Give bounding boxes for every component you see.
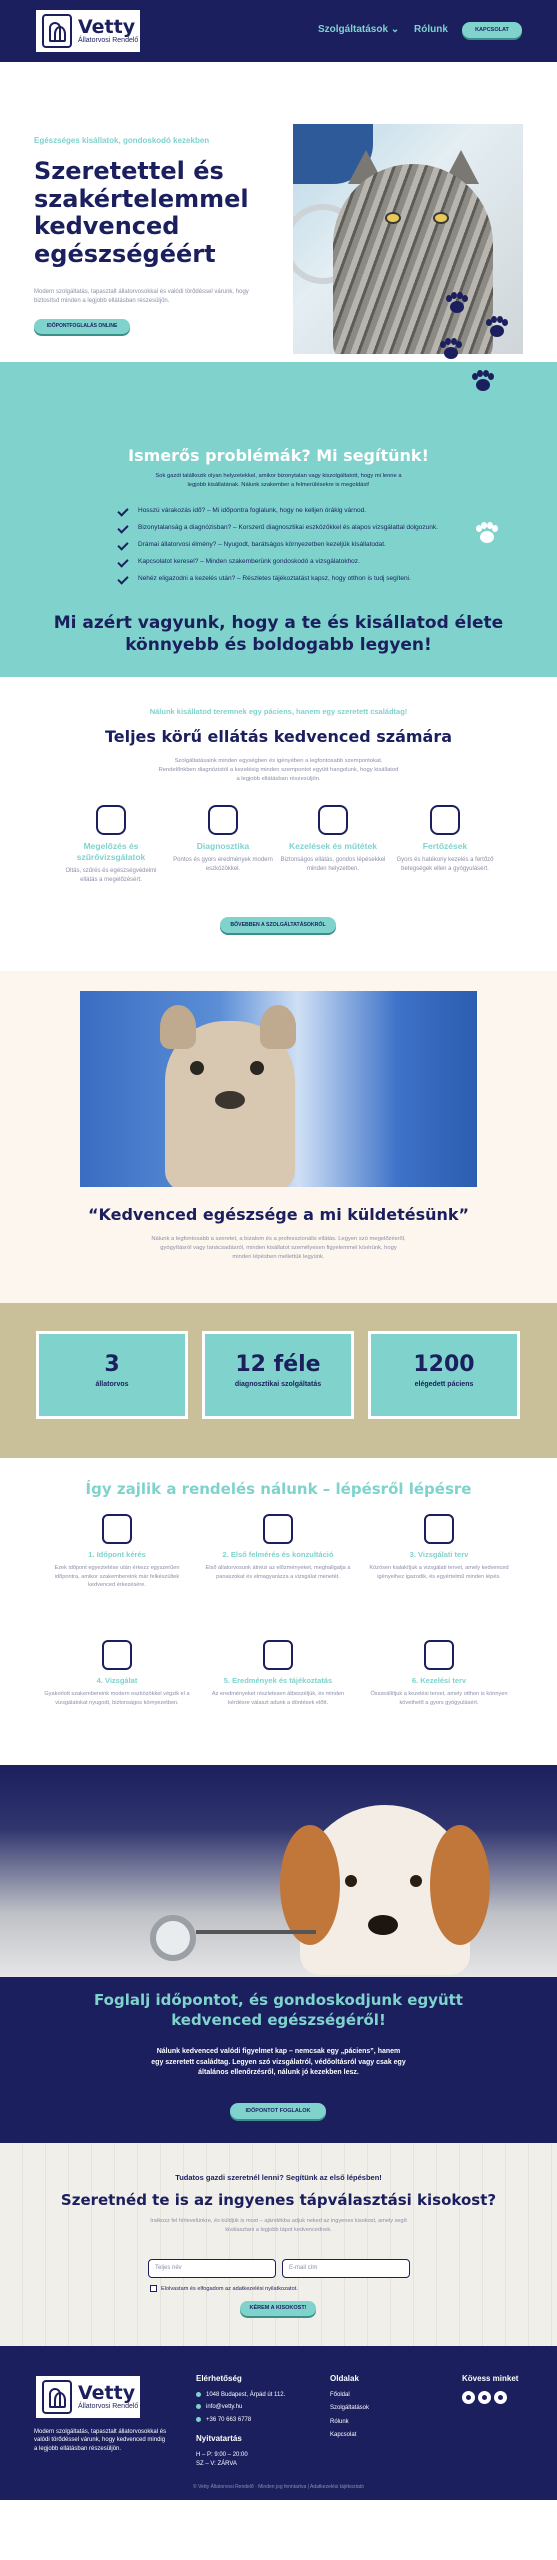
footer-about: Modern szolgáltatás, tapasztalt állatorvosokkal és valódi törődéssel várunk, hogy kedvenced mindig a legjobb ellátásban részesüljön. — [34, 2429, 167, 2452]
footer-contact — [196, 2374, 306, 2468]
site-footer — [0, 2346, 557, 2500]
name-input[interactable]: Teljes név — [148, 2259, 276, 2278]
vet-icon — [263, 1640, 293, 1670]
bulldog-image — [80, 991, 477, 1187]
cta-subtitle: Nálunk kedvenced valódi figyelmet kap – nemcsak egy „páciens”, hanem egy szeretett családtag. Legyen szó vizsgálatról, védőoltásról vagy csak egy általános ellenőrzésről, nálunk jó kezekben lesz. — [151, 2048, 406, 2076]
mission-text: Nálunk a legfontosabb a szeretet, a bizalom és a professzionális ellátás. Legyen szó megelőzésről, gyógyításról vagy tanácsadásról, minden kisállatot személyesen figyelemmel kísérünk, hogy minden lépésben mellettük legyünk. — [151, 1236, 406, 1260]
check-icon — [117, 540, 128, 551]
step-1 — [42, 1514, 192, 1590]
paw-icon — [476, 522, 498, 544]
problems-intro: Sok gazdi találkozik olyan helyzetekkel, amikor bizonytalan vagy kiszolgáltatott, hogy mi lenne a legjobb kisállatának. Nálunk szakember a felmerülésekre is megoldást! — [155, 473, 402, 488]
subscribe-button[interactable]: KÉREM A KISOKOST! — [240, 2301, 316, 2316]
paw-icon — [486, 316, 508, 338]
stat-label: elégedett páciens — [414, 1381, 474, 1388]
services-more-button[interactable]: BŐVEBBEN A SZOLGÁLTATÁSOKRÓL — [220, 917, 336, 933]
step-5 — [203, 1640, 353, 1707]
stat-number: 12 féle — [235, 1352, 321, 1377]
nav-services-label: Szolgáltatások — [318, 24, 389, 35]
footer-phone[interactable]: +36 70 663 6778 — [196, 2416, 306, 2424]
footer-social — [462, 2374, 518, 2409]
logo-subtitle: Állatorvosi Rendelő — [78, 37, 139, 44]
booking-button[interactable]: IDŐPONTFOGLALÁS ONLINE — [34, 319, 130, 334]
hero-section — [0, 62, 557, 362]
mission-section — [0, 971, 557, 1303]
services-eyebrow: Nálunk kisállatod teremnek egy páciens, hanem egy szeretett családtag! — [149, 707, 408, 716]
footer-pages — [330, 2374, 369, 2440]
steps-title: Így zajlik a rendelés nálunk – lépésről lépésre — [85, 1480, 472, 1498]
logo[interactable] — [34, 8, 142, 54]
step-desc: Ezek időpont egyeztetése után érkezz egyszerűen időpontra, amikor szakembereink már felkészültek kedvenced érkezésére. — [54, 1565, 180, 1589]
check-icon — [117, 505, 128, 516]
news-eyebrow: Tudatos gazdi szeretnél lenni? Segítünk az első lépésben! — [175, 2173, 382, 2182]
services-intro: Szolgáltatásaink minden egységben és igényében a legfontosabb szempontokat. Rendelőnkben diagnózistól a kezelésig minden szempontot együtt hangolunk, hogy kisállatod a legjobb ellátásban részesüljön. — [158, 758, 399, 782]
youtube-icon[interactable] — [494, 2391, 507, 2404]
calendar-icon — [102, 1514, 132, 1544]
step-desc: Közösen kialakítjuk a vizsgálati tervet, amely kedvenced igényeihez igazodik, és egyértelmű minden lépés. — [369, 1565, 509, 1580]
puppy-image — [0, 1765, 557, 1977]
service-title: Megelőzés és szűrővizsgálatok — [76, 841, 146, 863]
footer-hours: H – P: 9:00 – 20:00 — [196, 2452, 248, 2459]
services-title: Teljes körű ellátás kedvenced számára — [104, 727, 453, 746]
step-title: 6. Kezelési terv — [411, 1676, 467, 1685]
footer-link-about[interactable]: Rólunk — [330, 2418, 349, 2425]
consent-checkbox-row[interactable] — [150, 2285, 298, 2292]
problem-item: Hosszú várakozás idő? – Mi időpontra foglalunk, hogy ne kelljen órákig várnod. — [118, 506, 438, 515]
service-desc: Biztonságos ellátás, gondos lépésekkel minden helyzetben. — [280, 857, 386, 873]
plan-icon — [424, 1514, 454, 1544]
stat-label: diagnosztikai szolgáltatás — [234, 1381, 322, 1388]
problem-item: Drámai állatorvosi élmény? – Nyugodt, barátságos környezetben kezeljük kisállatodat. — [118, 540, 438, 549]
stat-number: 1200 — [413, 1352, 475, 1377]
cta-title: Foglalj időpontot, és gondoskodjunk együtt kedvenced egészségéről! — [94, 1991, 463, 2029]
problem-item: Nehéz eligazodni a kezelés után? – Részletes tájékoztatást kapsz, hogy otthon is tudj segíteni. — [118, 574, 438, 583]
stat-card — [202, 1331, 354, 1419]
footer-link-contact[interactable]: Kapcsolat — [330, 2432, 357, 2439]
clipboard-icon — [263, 1514, 293, 1544]
footer-logo-subtitle: Állatorvosi Rendelő — [78, 2403, 139, 2410]
footer-copyright: © Vetty Állatorvosi Rendelő · Minden jog fenntartva | Adatkezelési tájékoztató — [193, 2484, 364, 2490]
footer-hours-title: Nyitvatartás — [196, 2434, 242, 2444]
problems-list — [118, 506, 438, 591]
facebook-icon[interactable] — [462, 2391, 475, 2404]
consent-checkbox[interactable] — [150, 2285, 157, 2292]
cta-section — [0, 1977, 557, 2143]
step-desc: Az eredményeket részletesen átbeszéljük, és minden kérdésre választ adunk a döntések előtt. — [211, 1691, 345, 1706]
step-desc: Összeállítjuk a kezelési tervet, amely otthon is könnyen követhető a gyors gyógyulásért. — [370, 1691, 508, 1706]
consent-label: Elolvastam és elfogadom az adatkezelési nyilatkozatot. — [161, 2285, 298, 2292]
step-3 — [364, 1514, 514, 1581]
phone-icon — [196, 2417, 201, 2422]
footer-address: 1048 Budapest, Árpád út 112. — [196, 2391, 306, 2399]
problems-closing: Mi azért vagyunk, hogy a te és kisállatod élete könnyebb és boldogabb legyen! — [53, 613, 504, 656]
location-icon — [196, 2392, 201, 2397]
step-title: 3. Vizsgálati terv — [409, 1550, 469, 1559]
service-desc: Oltás, szűrés és egészségvédelmi ellátás a megelőzésért. — [65, 868, 157, 884]
paw-icon — [472, 370, 494, 392]
newsletter-section — [0, 2143, 557, 2346]
footer-link-services[interactable]: Szolgáltatások — [330, 2405, 370, 2412]
footer-pages-title: Oldalak — [330, 2374, 359, 2383]
check-icon — [117, 557, 128, 568]
mail-icon — [196, 2404, 201, 2409]
check-icon — [117, 574, 128, 585]
service-title: Diagnosztika — [196, 841, 250, 851]
footer-email[interactable]: info@vetty.hu — [196, 2403, 306, 2411]
footer-hours: SZ – V: ZÁRVA — [196, 2460, 237, 2467]
logo-name: Vetty — [78, 16, 136, 38]
site-header — [0, 0, 557, 62]
dog-icon — [208, 805, 238, 835]
pets-logo-icon — [42, 2380, 72, 2414]
nav-about[interactable]: Rólunk — [414, 24, 448, 35]
services-section — [0, 677, 557, 971]
service-prevention[interactable] — [56, 805, 166, 885]
step-desc: Első állatorvosunk átnézi az előzményeket, meghallgatja a panaszokat és elmagyarázza a vizsgálat menetét. — [205, 1565, 351, 1580]
step-title: 2. Első felmérés és konzultáció — [222, 1550, 334, 1559]
problem-item: Bizonytalanság a diagnózisban? – Korszerű diagnosztikai eszközökkel és alapos vizsgálattal dolgozunk. — [118, 523, 438, 532]
chevron-down-icon: ⌄ — [390, 24, 400, 35]
step-4 — [42, 1640, 192, 1707]
service-treatments[interactable] — [278, 805, 388, 874]
step-2 — [203, 1514, 353, 1581]
exam-icon — [102, 1640, 132, 1670]
pet-care-icon — [430, 805, 460, 835]
footer-contact-title: Elérhetőség — [196, 2374, 242, 2383]
step-title: 5. Eredmények és tájékoztatás — [223, 1676, 333, 1685]
news-title: Szeretnéd te is az ingyenes tápválasztási kisokost? — [60, 2191, 497, 2209]
hero-eyebrow: Egészséges kisállatok, gondoskodó kezekben — [34, 136, 210, 145]
stat-number: 3 — [104, 1352, 120, 1377]
step-desc: Gyakorlott szakembereink modern eszközökkel végzik el a vizsgálatokat nyugodt, biztonságos környezetben. — [44, 1691, 190, 1706]
service-diagnostics[interactable] — [168, 805, 278, 874]
email-input[interactable]: E-mail cím — [282, 2259, 410, 2278]
news-text: Iratkozz fel hírlevelünkre, és küldjük is most – ajándékba adjuk neked az ingyenes kisokost, amely segít kiválasztani a legjobb tápot kedvencednek. — [150, 2218, 407, 2233]
stat-card — [368, 1331, 520, 1419]
mission-title: “Kedvenced egészsége a mi küldetésünk” — [87, 1205, 470, 1224]
stat-label: állatorvos — [95, 1381, 129, 1388]
service-title: Fertőzések — [422, 841, 468, 851]
medicine-icon — [424, 1640, 454, 1670]
step-title: 1. Időpont kérés — [88, 1550, 146, 1559]
hero-text: Modern szolgáltatás, tapasztalt állatorvosokkal és valódi törődéssel várunk, hogy biztosítsd minden a legjobb ellátásban részesüljön. — [34, 289, 249, 304]
step-6 — [364, 1640, 514, 1707]
stethoscope-icon — [96, 805, 126, 835]
check-icon — [117, 522, 128, 533]
book-appointment-button[interactable]: IDŐPONTOT FOGLALOK — [230, 2103, 326, 2119]
footer-logo[interactable] — [34, 2374, 142, 2420]
footer-link-home[interactable]: Főoldal — [330, 2392, 350, 2398]
footer-social-title: Kövess minket — [462, 2374, 519, 2383]
contact-button[interactable]: KAPCSOLAT — [462, 22, 522, 38]
problem-item: Kapcsolatot keresel? – Minden szakemberünk gondoskodó a vizsgálatokhoz. — [118, 557, 438, 566]
step-title: 4. Vizsgálat — [96, 1676, 138, 1685]
service-infections[interactable] — [390, 805, 500, 874]
stats-section — [0, 1303, 557, 1458]
hero-title: Szeretettel és szakértelemmel kedvenced egészségéért — [34, 157, 249, 268]
cat-icon — [318, 805, 348, 835]
service-title: Kezelések és műtétek — [289, 841, 377, 851]
service-desc: Gyors és hatékony kezelés a fertőző betegségek ellen a gyógyulásért. — [396, 857, 494, 873]
stat-card — [36, 1331, 188, 1419]
paw-icon — [446, 292, 468, 314]
problems-title: Ismerős problémák? Mi segítünk! — [128, 446, 429, 465]
footer-logo-name: Vetty — [78, 2382, 136, 2404]
paw-icon — [440, 338, 462, 360]
problems-section — [0, 362, 557, 677]
steps-section — [0, 1458, 557, 1765]
instagram-icon[interactable] — [478, 2391, 491, 2404]
pets-logo-icon — [42, 14, 72, 48]
service-desc: Pontos és gyors eredmények modern eszközökkel. — [173, 857, 273, 873]
nav-services[interactable] — [318, 24, 399, 35]
